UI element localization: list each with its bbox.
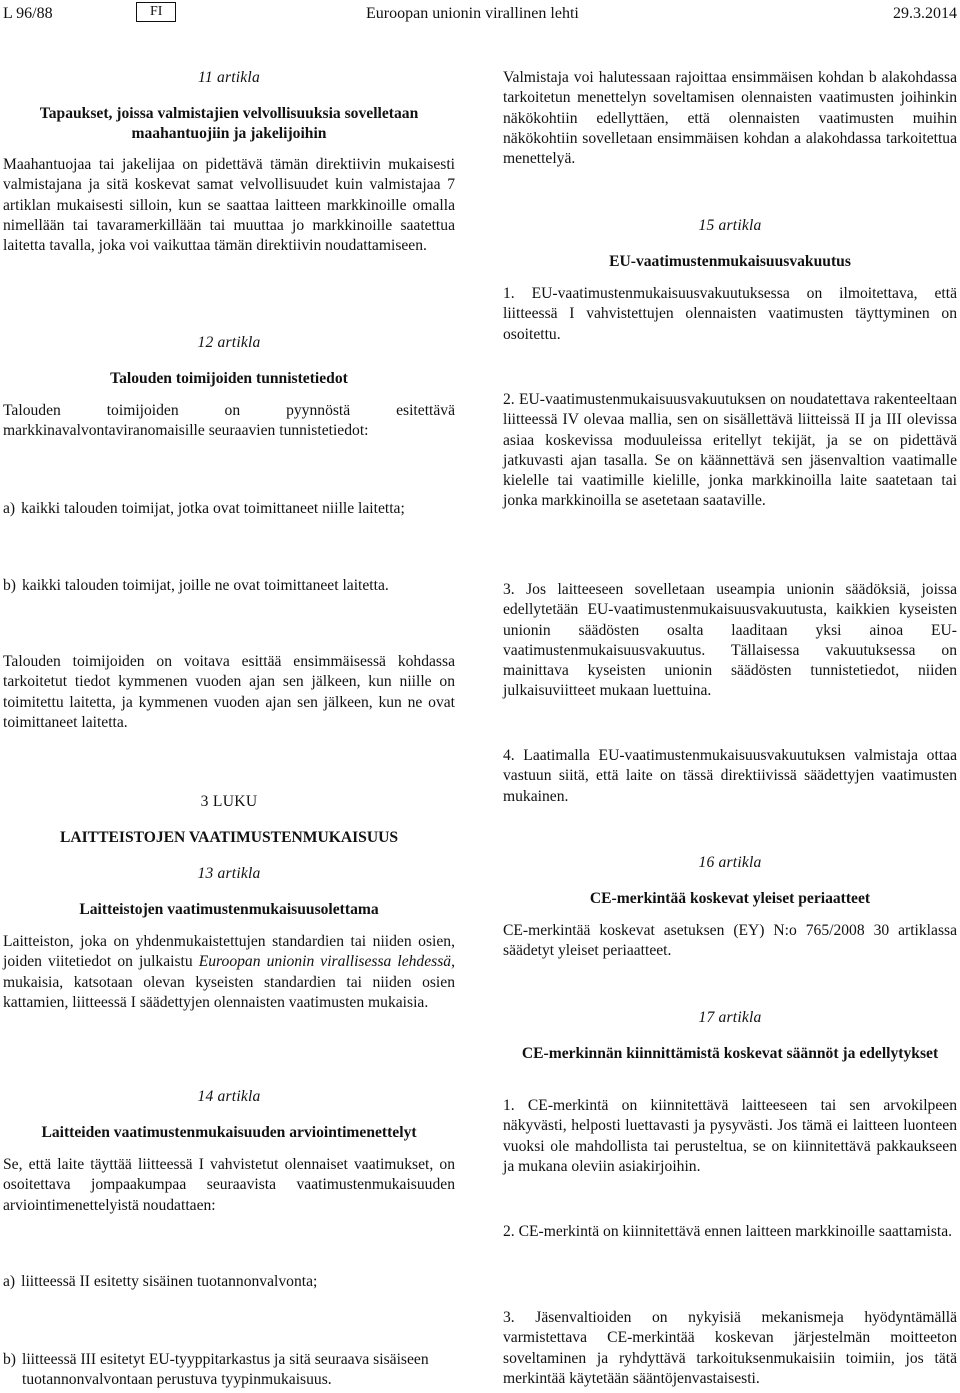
article-11-text: Maahantuojaa tai jakelijaa on pidettävä tämän direktiivin mukaisesti valmistajana ja sitä koskevat samat velvollisuudet kuin valmistajaa 7 artiklan mukaisesti silloin, kun se saattaa laitteen markkinoille omalla nimellään tai tavaramerkillään tai muuttaa jo markkinoille saatettua laitetta tavalla, joka voi vaikuttaa tämän direktiivin noudattamiseen. — [3, 156, 455, 255]
page-header — [3, 4, 957, 24]
article-12-number: 12 artikla — [197, 334, 261, 351]
article-12-item-a — [3, 499, 455, 519]
chapter-number: 3 LUKU — [200, 793, 258, 810]
article-13-text: Laitteiston, joka on yhdenmukaistettujen standardien tai niiden osien, joiden viitetiedot on julkaistu Euroopan unionin virallisessa lehdessä, mukaisia, katsotaan olevan kyseisten standardien tai niiden osien kattamien, liitteessä I säädettyjen olennaisten vaatimusten mukaisia. — [3, 933, 455, 1011]
article-17-paragraph-2: 2. CE-merkintä on kiinnitettävä ennen laitteen markkinoille saattamista. — [503, 1223, 953, 1240]
article-15-paragraph-1: 1. EU-vaatimustenmukaisuusvakuutuksessa on ilmoitettava, että liitteessä I vahvistettujen olennaisten vaatimusten täyttyminen on osoitettu. — [503, 285, 957, 343]
article-14-title: Laitteiden vaatimustenmukaisuuden arviointimenettelyt — [41, 1124, 417, 1141]
article-14-intro: Se, että laite täyttää liitteessä I vahvistetut olennaiset vaatimukset, on osoitettava jompaakumpaa seuraavista vaatimustenmukaisuuden arviointimenettelyistä noudattaen: — [3, 1156, 455, 1214]
item-label: b) — [3, 577, 16, 594]
article-14-item-b — [3, 1350, 455, 1391]
language-badge: FI — [136, 2, 176, 22]
article-15-number: 15 artikla — [698, 217, 762, 234]
article-11-title: Tapaukset, joissa valmistajien velvollisuuksia sovelletaan maahantuojiin ja jakelijoihin — [39, 105, 419, 143]
article-16-text: CE-merkintää koskevat asetuksen (EY) N:o 765/2008 30 artiklassa säädetyt yleiset periaatteet. — [503, 922, 957, 960]
article-17-title: CE-merkinnän kiinnittämistä koskevat säännöt ja edellytykset — [521, 1045, 939, 1062]
article-14-item-a — [3, 1272, 455, 1292]
item-text: liitteessä III esitetyt EU-tyyppitarkastus ja sitä seuraava sisäiseen tuotannonvalvontaan perustuva tyypinmukaisuus. — [22, 1351, 429, 1389]
item-label: b) — [3, 1351, 16, 1368]
article-12-paragraph-2: Talouden toimijoiden on voitava esittää ensimmäisessä kohdassa tarkoitetut tiedot kymmenen vuoden ajan sen jälkeen, kun niille on toimitettu laitetta, ja kymmenen vuoden ajan sen jälkeen, kun ne ovat toimittaneet laitetta. — [3, 653, 455, 731]
article-15-paragraph-3: 3. Jos laitteeseen sovelletaan useampia unionin säädöksiä, joissa edellytetään EU-vaatimustenmukaisuusvakuutusta, kaikkien kyseisten unionin säädösten osalta laaditaan yksi ainoa EU-vaatimustenmukaisuusvakuutus. Tällaisessa vakuutuksessa on mainittava kyseisten unionin säädösten tunnistetiedot, niiden julkaisuviitteet mukaan luettuina. — [503, 581, 957, 700]
article-15-paragraph-2: 2. EU-vaatimustenmukaisuusvakuutuksen on noudatettava rakenteeltaan liitteessä IV olevaa mallia, sen on sisällettävä liitteissä II ja III olevissa asiaa koskevissa moduuleissa eritellyt tekijät, ja se on pidettävä jatkuvasti ajan tasalla. Se on käännettävä sen jäsenvaltion vaatimalle kielelle tai vaatimille kielille, jonka markkinoilla laite saatetaan tai jonka markkinoilla se asetetaan saataville. — [503, 391, 957, 510]
article-12-intro: Talouden toimijoiden on pyynnöstä esitettävä markkinavalvontaviranomaisille seuraavien tunnistetiedot: — [3, 402, 455, 440]
article-15-title: EU-vaatimustenmukaisuusvakuutus — [609, 253, 851, 270]
article-12-title: Talouden toimijoiden tunnistetiedot — [110, 370, 348, 387]
article-14-continuation: Valmistaja voi halutessaan rajoittaa ensimmäisen kohdan b alakohdassa tarkoitetun menettelyn soveltamisen olennaisten vaatimusten joihinkin näkökohtiin edellyttäen, että olennaisten vaatimusten muihin näkökohtiin sovelletaan ensimmäisen kohdan a alakohdassa tarkoitettua menettelyä. — [503, 69, 957, 168]
article-14-number: 14 artikla — [197, 1088, 261, 1105]
item-label: a) — [3, 1273, 16, 1290]
italic-journal-name: Euroopan unionin virallisessa lehdessä — [198, 953, 452, 971]
journal-title: Euroopan unionin virallinen lehti — [366, 5, 579, 22]
article-17-paragraph-1: 1. CE-merkintä on kiinnitettävä laitteeseen tai sen arvokilpeen näkyvästi, helposti luettavasti ja pysyvästi. Jos tämä ei laitteen luonteen vuoksi ole mahdollista tai perusteltua, se on kiinnitettävä pakkaukseen ja mukana oleviin asiakirjoihin. — [503, 1097, 957, 1175]
article-17-number: 17 artikla — [698, 1009, 762, 1026]
article-16-title: CE-merkintää koskevat yleiset periaatteet — [589, 890, 871, 907]
article-13-title: Laitteistojen vaatimustenmukaisuusolettama — [79, 901, 379, 918]
article-12-item-b — [3, 576, 455, 596]
item-text: kaikki talouden toimijat, joille ne ovat toimittaneet laitetta. — [22, 577, 389, 594]
article-13-number: 13 artikla — [197, 865, 261, 882]
item-text: kaikki talouden toimijat, jotka ovat toimittaneet niille laitetta; — [21, 500, 405, 517]
chapter-title: LAITTEISTOJEN VAATIMUSTENMUKAISUUS — [59, 829, 399, 846]
item-text: liitteessä II esitetty sisäinen tuotannonvalvonta; — [21, 1273, 318, 1290]
article-16-number: 16 artikla — [698, 854, 762, 871]
item-label: a) — [3, 500, 16, 517]
article-11-number: 11 artikla — [198, 69, 260, 86]
article-17-paragraph-3: 3. Jäsenvaltioiden on nykyisiä mekanismeja hyödyntämällä varmistettava CE-merkintää koskevan järjestelmän moitteeton soveltaminen ja ryhdyttävä tarkoituksenmukaisiin toimiin, jos tätä merkintää käytetään sääntöjenvastaisesti. — [503, 1309, 957, 1387]
journal-reference: L 96/88 — [3, 5, 53, 22]
article-15-paragraph-4: 4. Laatimalla EU-vaatimustenmukaisuusvakuutuksen valmistaja ottaa vastuun siitä, että laite on tässä direktiivissä säädettyjen vaatimusten mukainen. — [503, 747, 957, 805]
publication-date: 29.3.2014 — [893, 5, 957, 22]
